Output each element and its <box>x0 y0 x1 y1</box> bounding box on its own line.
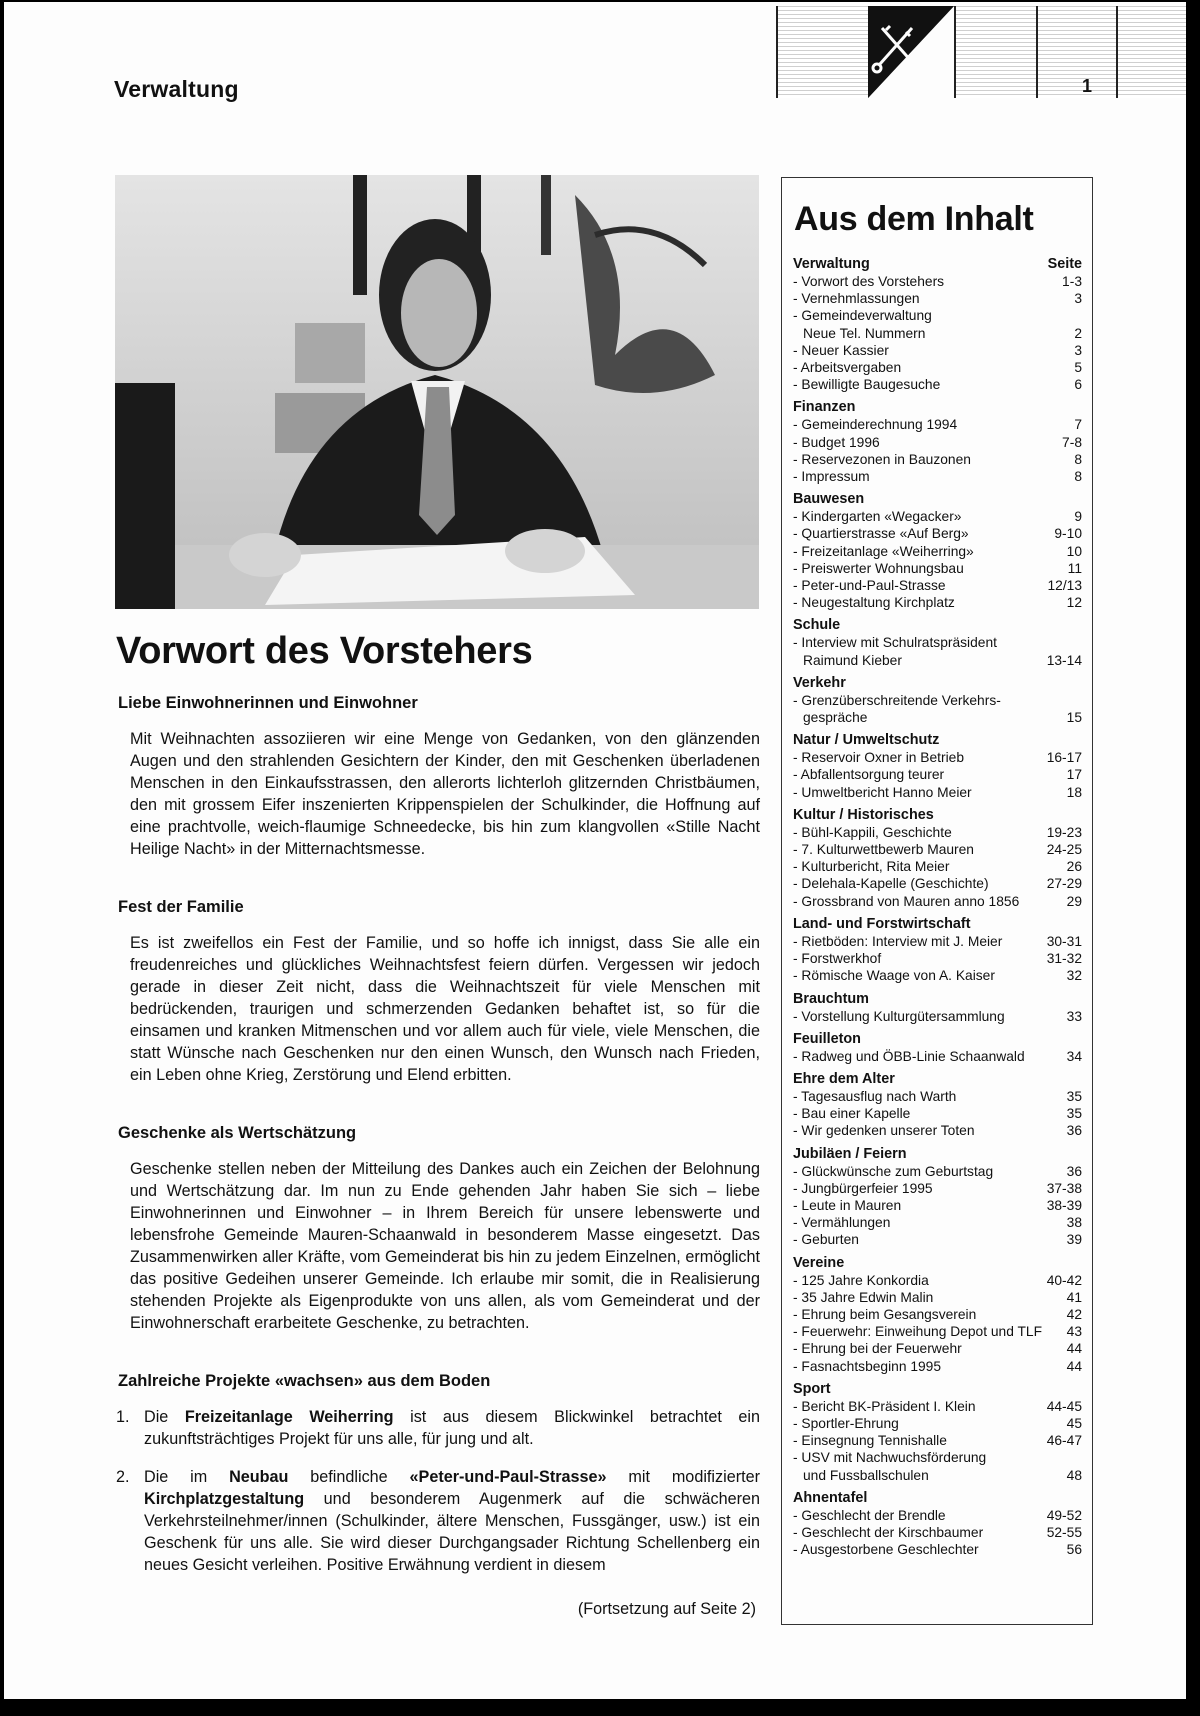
toc-entry <box>793 525 1082 542</box>
toc-entry-page: 33 <box>1066 1008 1082 1024</box>
toc-entry <box>793 468 1082 485</box>
toc-entry-title: - 35 Jahre Edwin Malin <box>793 1289 934 1305</box>
toc-entry-title: - Einsegnung Tennishalle <box>793 1433 947 1449</box>
list-item: 2. Die im Neubau befindliche «Peter-und-Paul-Strasse» mit modifizierter Kirchplatzgestaltung und besonderem Augenmerk auf die schwächeren Verkehrsteilnehmer/innen (Schulkinder, ältere Menschen, Fussgänger, usw.) ist ein Geschenk für uns alle. Sie wird dieser Durchgangsader Richtung Schellenberg ein neues Gesicht verleihen. Positive Erwähnung verdient in diesem <box>116 1468 760 1574</box>
toc-section-heading <box>793 1030 1082 1048</box>
toc-entry <box>793 1088 1082 1105</box>
toc-entry-page: 32 <box>1066 968 1082 984</box>
toc-entry <box>793 1289 1082 1306</box>
toc-entry <box>793 1507 1082 1524</box>
toc-section-right: Seite <box>1047 256 1082 272</box>
toc-entry <box>793 1340 1082 1357</box>
toc-entry-page: 8 <box>1074 451 1082 467</box>
salutation-heading: Liebe Einwohnerinnen und Einwohner <box>118 694 418 712</box>
toc-entry-page: 9-10 <box>1054 526 1082 542</box>
toc-entry <box>793 434 1082 451</box>
toc-entry-title: - 7. Kulturwettbewerb Mauren <box>793 842 974 858</box>
toc-entry <box>793 359 1082 376</box>
toc-entry-title: - Grenzüberschreitende Verkehrs- gespräche <box>793 692 1001 726</box>
toc-entry-title: - Vorstellung Kulturgütersammlung <box>793 1008 1005 1024</box>
toc-section-heading <box>793 490 1082 508</box>
toc-entry-title: - Impressum <box>793 469 870 485</box>
list-item: 1. Die Freizeitanlage Weiherring ist aus diesem Blickwinkel betrachtet ein zukunftsträchtiges Projekt für uns alle, für jung und alt. <box>116 1408 760 1448</box>
toc-entry-page: 38 <box>1066 1215 1082 1231</box>
paragraph-family: Es ist zweifellos ein Fest der Familie, und so hoffe ich innigst, dass Sie alle ein freudenreiches und glückliches Weihnachtsfest feiern dürfen. Vergessen wir jedoch gerade in dieser Zeit nicht, dass die Weihnachtszeit für viele Menschen mit bedrückenden, traurigen und schmerzenden Gedanken behaftet ist, so für die einsamen und kranken Mitmenschen und vor allem auch für viele, viele Menschen, die statt Wünsche nach Geschenken nur den einen Wunsch, den Wunsch nach Frieden, ein Leben ohne Krieg, Zerstörung und Elend erbitten. <box>130 934 760 1084</box>
heading-projects: Zahlreiche Projekte «wachsen» aus dem Boden <box>118 1372 491 1390</box>
toc-entry-title: - Grossbrand von Mauren anno 1856 <box>793 893 1020 909</box>
toc-entry-page: 8 <box>1074 469 1082 485</box>
toc-section-heading <box>793 398 1082 416</box>
toc-entry-title: - Budget 1996 <box>793 434 880 450</box>
toc-sections <box>793 255 1082 1558</box>
article-body <box>116 692 760 1592</box>
toc-entry <box>793 950 1082 967</box>
crossed-keys-icon <box>868 6 954 98</box>
toc-section <box>793 490 1082 611</box>
toc-section <box>793 806 1082 910</box>
toc-entry <box>793 1306 1082 1323</box>
toc-entry-title: - Kindergarten «Wegacker» <box>793 509 962 525</box>
toc-section <box>793 674 1082 726</box>
toc-section-heading <box>793 915 1082 933</box>
toc-entry-title: - Umweltbericht Hanno Meier <box>793 784 972 800</box>
toc-entry <box>793 841 1082 858</box>
toc-section-heading <box>793 1070 1082 1088</box>
toc-entry-page: 45 <box>1066 1415 1082 1431</box>
toc-entry-page: 37-38 <box>1046 1180 1082 1196</box>
toc-entry-title: - Reservezonen in Bauzonen <box>793 451 971 467</box>
paragraph-gifts: Geschenke stellen neben der Mitteilung des Dankes auch ein Zeichen der Belohnung und Wertschätzung dar. Im nun zu Ende gehenden Jahr haben Sie sich – liebe Einwohnerinnen und Einwohner – in Ihrem Bereich für unsere lebenswerte und lebensfrohe Gemeinde Mauren-Schaanwald in besonderem Masse eingesetzt. Das Zusammenwirken aller Kräfte, vom Gemeinderat bis hin zu jedem Einzelnen, ermöglicht das positive Gedeihen unserer Gemeinde. Ich erlaube mir somit, die in Realisierung stehenden Projekte als Eigenprodukte von uns allen, als vom Gemeinderat und der Einwohnerschaft erarbeitete Geschenke, zu betrachten. <box>130 1160 760 1332</box>
toc-entry-title: - Bau einer Kapelle <box>793 1106 911 1122</box>
toc-section <box>793 1145 1082 1249</box>
toc-entry <box>793 1163 1082 1180</box>
tab-blank-2 <box>954 6 1038 98</box>
toc-entry <box>793 1214 1082 1231</box>
toc-section-name: Sport <box>793 1380 831 1397</box>
toc-entry-title: - Wir gedenken unserer Toten <box>793 1123 975 1139</box>
toc-entry <box>793 376 1082 393</box>
toc-entry-title: - Abfallentsorgung teurer <box>793 767 945 783</box>
toc-entry-page: 44 <box>1066 1341 1082 1357</box>
toc-entry-page: 15 <box>1066 710 1082 726</box>
toc-entry-title: - Ehrung beim Gesangsverein <box>793 1306 977 1322</box>
toc-entry-page: 31-32 <box>1046 951 1082 967</box>
toc-entry <box>793 1432 1082 1449</box>
toc-entry <box>793 692 1082 726</box>
toc-entry-page: 30-31 <box>1046 933 1082 949</box>
toc-entry <box>793 307 1082 341</box>
toc-entry <box>793 1272 1082 1289</box>
toc-section-name: Kultur / Historisches <box>793 806 934 823</box>
toc-section <box>793 915 1082 985</box>
toc-entry <box>793 1358 1082 1375</box>
toc-entry-title: - Neugestaltung Kirchplatz <box>793 595 955 611</box>
table-of-contents <box>781 177 1093 1625</box>
toc-entry <box>793 560 1082 577</box>
portrait-photo <box>115 175 759 609</box>
toc-section-heading <box>793 806 1082 824</box>
toc-entry-page: 36 <box>1066 1123 1082 1139</box>
toc-entry-title: - Vermählungen <box>793 1215 891 1231</box>
toc-entry-title: - Arbeitsvergaben <box>793 360 902 376</box>
toc-entry-title: - Freizeitanlage «Weiherring» <box>793 543 974 559</box>
toc-section-name: Verwaltung <box>793 256 870 272</box>
toc-entry <box>793 1323 1082 1340</box>
toc-entry <box>793 1541 1082 1558</box>
toc-section-name: Verkehr <box>793 674 846 691</box>
toc-entry-page: 39 <box>1066 1232 1082 1248</box>
section-tabs <box>776 6 1186 100</box>
toc-section <box>793 398 1082 485</box>
toc-entry-page: 24-25 <box>1046 842 1082 858</box>
toc-entry <box>793 273 1082 290</box>
toc-entry <box>793 784 1082 801</box>
toc-entry-title: - Bühl-Kappili, Geschichte <box>793 824 952 840</box>
toc-entry <box>793 893 1082 910</box>
toc-entry-title: - Peter-und-Paul-Strasse <box>793 578 946 594</box>
toc-entry-title: - Forstwerkhof <box>793 951 882 967</box>
toc-entry-title: - Reservoir Oxner in Betrieb <box>793 750 964 766</box>
toc-entry <box>793 1449 1082 1483</box>
toc-entry-title: - Neuer Kassier <box>793 342 889 358</box>
toc-entry-page: 29 <box>1066 893 1082 909</box>
toc-section-name: Natur / Umweltschutz <box>793 732 940 749</box>
toc-entry-page: 12 <box>1066 595 1082 611</box>
toc-section-name: Bauwesen <box>793 491 865 508</box>
toc-section <box>793 990 1082 1025</box>
toc-section <box>793 731 1082 801</box>
toc-entry-page: 11 <box>1067 560 1082 576</box>
toc-entry-title: - Quartierstrasse «Auf Berg» <box>793 526 969 542</box>
toc-entry <box>793 342 1082 359</box>
toc-entry-page: 38-39 <box>1046 1197 1082 1213</box>
toc-entry-page: 48 <box>1066 1467 1082 1483</box>
toc-section <box>793 1070 1082 1140</box>
heading-family: Fest der Familie <box>118 898 244 916</box>
toc-entry-page: 52-55 <box>1046 1524 1082 1540</box>
toc-section-heading <box>793 990 1082 1008</box>
toc-entry-page: 1-3 <box>1062 274 1082 289</box>
section-label: Verwaltung <box>114 76 239 102</box>
toc-entry <box>793 416 1082 433</box>
toc-section <box>793 1254 1082 1375</box>
toc-entry-page: 49-52 <box>1046 1507 1082 1523</box>
toc-entry-page: 2 <box>1074 325 1082 341</box>
paragraph-christmas: Mit Weihnachten assoziieren wir eine Menge von Gedanken, von den glänzenden Augen und den strahlenden Gesichtern der Kinder, den mit Geschenken überladenen Menschen in den Einkaufsstrassen, den allerorts lichterloh glitzernden Christbäumen, den mit grossem Eifer inszenierten Krippenspielen der Schulkinder, die Hoffnung auf eine prachtvolle, weich-flaumige Schneedecke, bis hin zum klangvollen «Stille Nacht Heilige Nacht» in der Mitternachtsmesse. <box>130 730 760 858</box>
toc-entry-page: 35 <box>1066 1088 1082 1104</box>
toc-entry <box>793 858 1082 875</box>
article-title: Vorwort des Vorstehers <box>116 630 533 672</box>
toc-entry-title: - Gemeinderechnung 1994 <box>793 417 958 433</box>
toc-section-name: Schule <box>793 617 841 634</box>
toc-entry <box>793 1415 1082 1432</box>
toc-entry <box>793 1197 1082 1214</box>
toc-entry-title: - Radweg und ÖBB-Linie Schaanwald <box>793 1048 1025 1064</box>
toc-entry-title: - Gemeindeverwaltung Neue Tel. Nummern <box>793 308 932 341</box>
tab-blank-4 <box>1116 6 1186 98</box>
toc-entry <box>793 508 1082 525</box>
toc-entry <box>793 1008 1082 1025</box>
toc-entry-page: 5 <box>1074 360 1082 376</box>
page-number: 1 <box>1082 76 1093 96</box>
toc-entry-page: 3 <box>1074 291 1082 307</box>
toc-entry <box>793 1524 1082 1541</box>
toc-entry <box>793 543 1082 560</box>
toc-section <box>793 1380 1082 1484</box>
toc-entry-page: 10 <box>1066 543 1082 559</box>
tab-active <box>868 6 954 98</box>
toc-section-heading <box>793 731 1082 749</box>
toc-entry-page: 6 <box>1074 377 1082 393</box>
toc-entry <box>793 451 1082 468</box>
page <box>4 2 1186 1699</box>
toc-entry-title: - Feuerwehr: Einweihung Depot und TLF <box>793 1324 1042 1340</box>
toc-entry-title: - Römische Waage von A. Kaiser <box>793 968 995 984</box>
toc-entry-title: - 125 Jahre Konkordia <box>793 1272 929 1288</box>
toc-entry-page: 3 <box>1074 342 1082 358</box>
toc-entry-title: - Leute in Mauren <box>793 1197 902 1213</box>
toc-section-heading <box>793 1254 1082 1272</box>
toc-entry-title: - Bewilligte Baugesuche <box>793 377 941 393</box>
toc-entry-page: 35 <box>1066 1106 1082 1122</box>
toc-entry <box>793 1398 1082 1415</box>
toc-entry <box>793 967 1082 984</box>
toc-entry-title: - Fasnachtsbeginn 1995 <box>793 1358 942 1374</box>
toc-section-name: Land- und Forstwirtschaft <box>793 915 971 932</box>
toc-entry-title: - Ehrung bei der Feuerwehr <box>793 1341 962 1357</box>
toc-entry-page: 17 <box>1066 767 1082 783</box>
toc-section-heading <box>793 616 1082 634</box>
toc-entry-title: - Jungbürgerfeier 1995 <box>793 1180 933 1196</box>
toc-entry-page: 13-14 <box>1046 652 1082 668</box>
toc-entry <box>793 1122 1082 1139</box>
toc-entry-page: 19-23 <box>1046 824 1082 840</box>
toc-entry-page: 7-8 <box>1062 434 1082 450</box>
toc-section-heading <box>793 1380 1082 1398</box>
toc-entry-page: 36 <box>1066 1163 1082 1179</box>
toc-section-heading <box>793 1489 1082 1507</box>
toc-entry-title: - Bericht BK-Präsident I. Klein <box>793 1398 976 1414</box>
toc-entry-page: 44-45 <box>1046 1398 1082 1414</box>
toc-section <box>793 1489 1082 1559</box>
toc-entry-page: 43 <box>1066 1324 1082 1340</box>
toc-section-name: Ehre dem Alter <box>793 1070 895 1087</box>
toc-entry <box>793 933 1082 950</box>
toc-entry-page: 7 <box>1074 417 1082 433</box>
toc-section-name: Finanzen <box>793 399 856 416</box>
toc-entry-title: - Tagesausflug nach Warth <box>793 1088 957 1104</box>
toc-entry-page: 16-17 <box>1046 750 1082 766</box>
toc-entry <box>793 875 1082 892</box>
toc-entry <box>793 749 1082 766</box>
toc-entry-page: 42 <box>1066 1306 1082 1322</box>
toc-entry-title: - Sportler-Ehrung <box>793 1415 899 1431</box>
toc-entry-page: 27-29 <box>1046 876 1082 892</box>
toc-entry <box>793 1105 1082 1122</box>
toc-entry-title: - Geburten <box>793 1232 859 1248</box>
toc-section <box>793 1030 1082 1065</box>
toc-section-heading <box>793 255 1082 273</box>
toc-entry-title: - Delehala-Kapelle (Geschichte) <box>793 876 989 892</box>
toc-section-heading <box>793 674 1082 692</box>
heading-gifts: Geschenke als Wertschätzung <box>118 1124 357 1142</box>
continuation-note: (Fortsetzung auf Seite 2) <box>577 1600 756 1618</box>
toc-entry <box>793 594 1082 611</box>
toc-entry <box>793 824 1082 841</box>
toc-entry-title: - USV mit Nachwuchsförderung und Fussballschulen <box>793 1450 987 1483</box>
toc-entry-page: 12/13 <box>1047 578 1082 594</box>
toc-title: Aus dem Inhalt <box>794 200 1034 238</box>
toc-section-name: Jubiläen / Feiern <box>793 1145 907 1162</box>
project-list <box>116 1406 760 1576</box>
toc-entry-title: - Vernehmlassungen <box>793 291 920 307</box>
toc-entry-page: 40-42 <box>1046 1272 1082 1288</box>
toc-entry-title: - Geschlecht der Brendle <box>793 1507 946 1523</box>
toc-section-name: Ahnentafel <box>793 1489 868 1506</box>
toc-entry-title: - Kulturbericht, Rita Meier <box>793 859 950 875</box>
toc-entry-title: - Ausgestorbene Geschlechter <box>793 1542 979 1558</box>
toc-entry-page: 9 <box>1074 509 1082 525</box>
toc-entry-title: - Rietböden: Interview mit J. Meier <box>793 933 1003 949</box>
toc-entry-title: - Interview mit Schulratspräsident Raimund Kieber <box>793 635 997 668</box>
toc-entry-page: 56 <box>1066 1542 1082 1558</box>
toc-entry-page: 34 <box>1066 1048 1082 1064</box>
toc-entry <box>793 577 1082 594</box>
toc-section-name: Brauchtum <box>793 990 869 1007</box>
toc-entry <box>793 1231 1082 1248</box>
toc-section-name: Vereine <box>793 1254 845 1271</box>
toc-section <box>793 255 1082 393</box>
tab-blank-1 <box>776 6 870 98</box>
toc-section-heading <box>793 1145 1082 1163</box>
toc-section <box>793 616 1082 668</box>
toc-entry <box>793 1048 1082 1065</box>
toc-entry-title: - Preiswerter Wohnungsbau <box>793 560 964 576</box>
toc-entry-page: 18 <box>1066 784 1082 800</box>
toc-entry-title: - Geschlecht der Kirschbaumer <box>793 1524 984 1540</box>
toc-entry <box>793 1180 1082 1197</box>
toc-section-name: Feuilleton <box>793 1030 861 1047</box>
toc-entry <box>793 766 1082 783</box>
toc-entry-title: - Vorwort des Vorstehers <box>793 274 945 289</box>
toc-entry-title: - Glückwünsche zum Geburtstag <box>793 1163 994 1179</box>
toc-entry-page: 41 <box>1066 1289 1082 1305</box>
tab-blank-3 <box>1036 6 1118 98</box>
toc-entry <box>793 634 1082 668</box>
toc-entry-page: 46-47 <box>1046 1433 1082 1449</box>
toc-entry <box>793 290 1082 307</box>
toc-entry-page: 26 <box>1066 859 1082 875</box>
toc-entry-page: 44 <box>1066 1358 1082 1374</box>
